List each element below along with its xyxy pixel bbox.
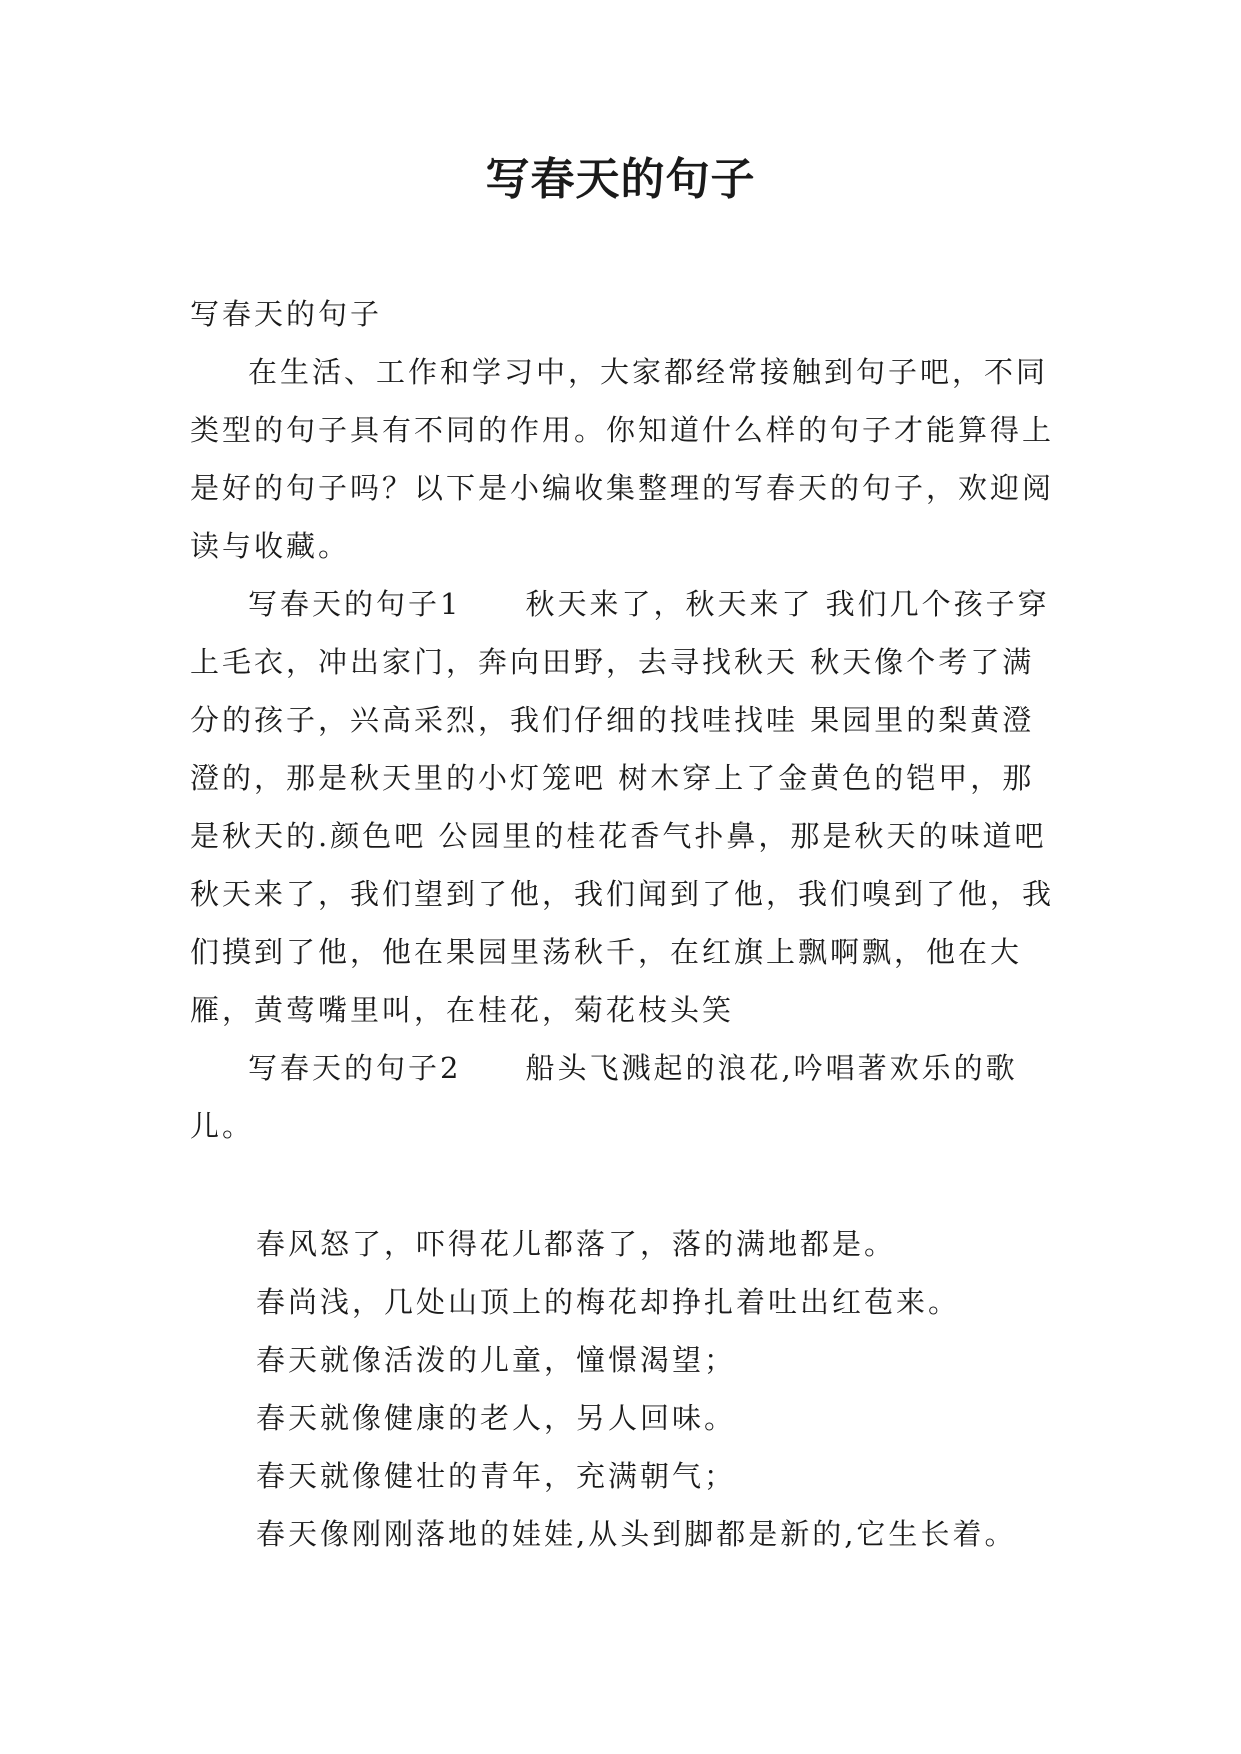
document-body xyxy=(190,285,1060,1563)
document-title: 写春天的句子 xyxy=(485,154,756,205)
sentence-line: 春天像刚刚落地的娃娃,从头到脚都是新的,它生长着。 xyxy=(256,1517,1017,1551)
section-2-paragraph: 写春天的句子2 船头飞溅起的浪花,吟唱著欢乐的歌儿。 xyxy=(190,1051,1018,1143)
sentence-line: 春风怒了，吓得花儿都落了，落的满地都是。 xyxy=(256,1227,897,1261)
paragraph-gap xyxy=(190,1155,1060,1215)
subtitle: 写春天的句子 xyxy=(190,297,383,331)
sentence-line: 春天就像健壮的青年，充满朝气； xyxy=(256,1459,737,1493)
intro-paragraph: 在生活、工作和学习中，大家都经常接触到句子吧，不同类型的句子具有不同的作用。你知道什么样的句子才能算得上是好的句子吗？以下是小编收集整理的写春天的句子，欢迎阅读与收藏。 xyxy=(190,355,1055,563)
sentence-line: 春天就像健康的老人，另人回味。 xyxy=(256,1401,737,1435)
sentence-line: 春天就像活泼的儿童，憧憬渴望； xyxy=(256,1343,737,1377)
section-1-paragraph: 写春天的句子1 秋天来了，秋天来了 我们几个孩子穿上毛衣，冲出家门，奔向田野，去寻找秋天 秋天像个考了满分的孩子，兴高采烈，我们仔细的找哇找哇 果园里的梨黄澄澄的，那是秋天里的小灯笼吧 树木穿上了金黄色的铠甲，那是秋天的.颜色吧 公园里的桂花香气扑鼻，那是秋天的味道吧 秋天来了，我们望到了他，我们闻到了他，我们嗅到了他，我们摸到了他，他在果园里荡秋千，在红旗上飘啊飘，他在大雁，黄莺嘴里叫，在桂花，菊花枝头笑 xyxy=(190,587,1055,1027)
sentence-line: 春尚浅，几处山顶上的梅花却挣扎着吐出红苞来。 xyxy=(256,1285,961,1319)
